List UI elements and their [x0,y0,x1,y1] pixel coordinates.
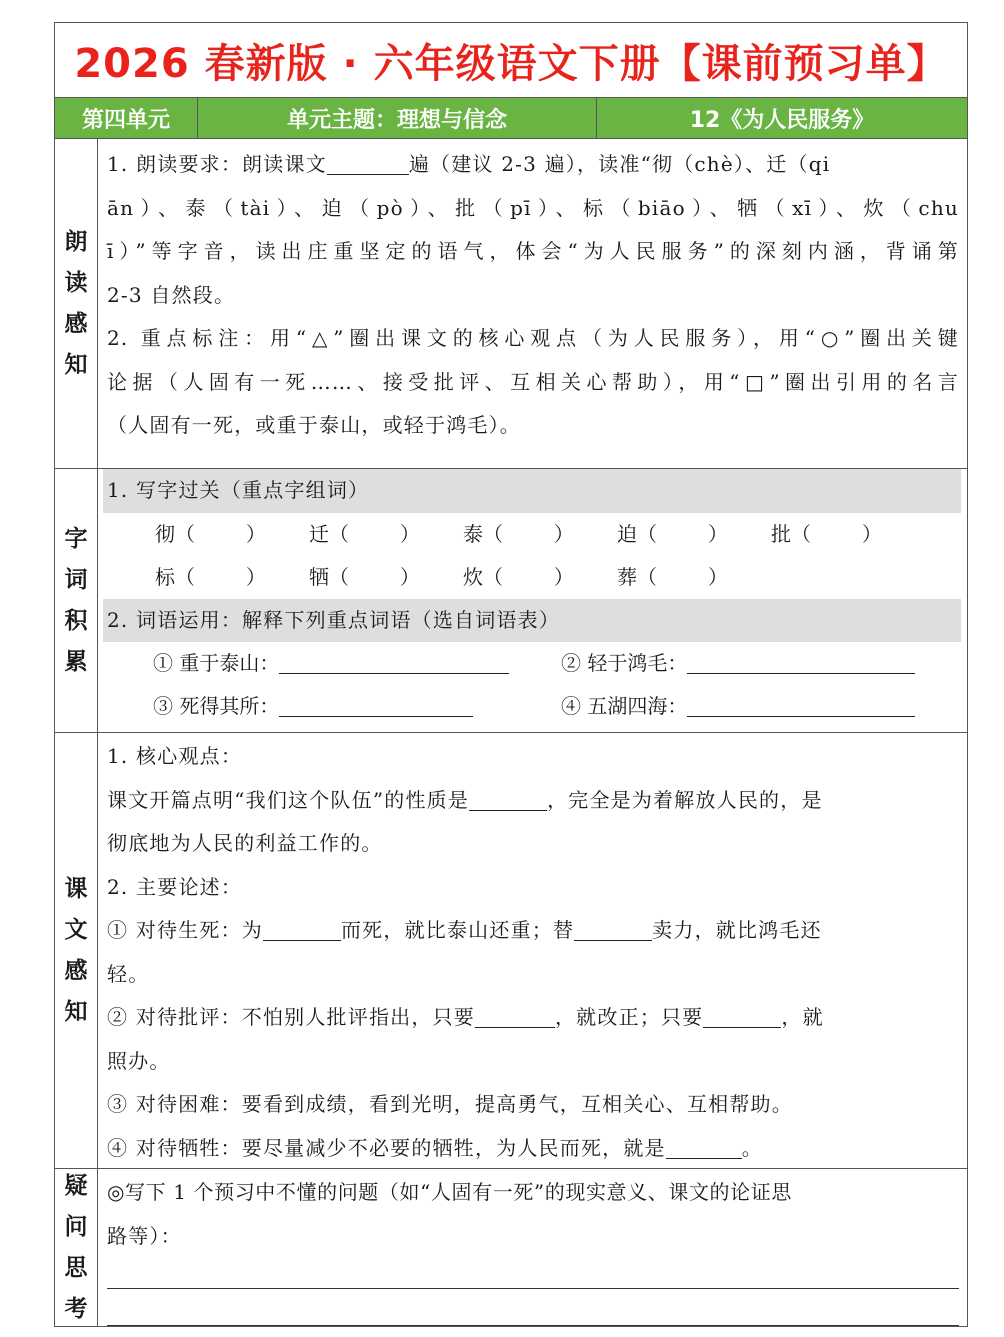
text-line: （人固有一死，或重于泰山，或轻于鸿毛）。 [107,413,521,437]
definition-term: ① 重于泰山： [153,651,280,675]
text-line: 2. 主要论述： [107,874,243,899]
section-words [55,469,967,733]
text-line: ī）”等字音，读出庄重坚定的语气，体会“为人民服务”的深刻内涵，背诵第 [107,239,959,263]
header-theme: 单元主题：理想与信念 [198,98,597,138]
word-item[interactable]: 迫（ ） [617,521,728,546]
word-item[interactable]: 牺（ ） [309,564,420,589]
section-text [55,733,967,1169]
section-label: 朗 读 感 知 [55,139,98,468]
section-body [97,469,967,732]
word-item[interactable]: 标（ ） [155,564,266,589]
section-body [97,1169,967,1326]
text-line: ◎写下 1 个预习中不懂的问题（如“人固有一死”的现实意义、课文的论证思 [107,1180,792,1204]
section-label: 疑 问 思 考 [55,1169,98,1326]
fill-blank[interactable] [666,1134,742,1159]
definition-term: ④ 五湖四海： [561,694,688,718]
fill-blank[interactable] [469,786,547,811]
word-row [107,513,959,556]
fill-blank[interactable] [279,649,509,674]
word-item[interactable]: 葬（ ） [617,564,728,589]
text-line: 课文开篇点明“我们这个队伍”的性质是 ，完全是为着解放人民的，是 [107,787,823,812]
text-line: ③ 对待困难：要看到成绩，看到光明，提高勇气，互相关心、互相帮助。 [107,1092,793,1116]
text-line: 论据（人固有一死……、接受批评、互相关心帮助），用“□”圈出引用的名言 [107,369,959,394]
text-line: 路等）： [107,1223,182,1248]
fill-blank[interactable] [327,150,409,175]
text-line: ān）、泰（tài）、迫（pò）、批（pī）、标（biāo）、牺（xī）、炊（chu [107,195,959,220]
page-title: 2026 春新版 · 六年级语文下册【课前预习单】 [74,40,948,87]
definition-term: ② 轻于鸿毛： [561,651,688,675]
word-item[interactable]: 彻（ ） [155,521,266,546]
header-lesson: 12《为人民服务》 [689,107,875,133]
text-line: ④ 对待牺牲：要尽量减少不必要的牺牲，为人民而死，就是 。 [107,1135,763,1160]
fill-blank[interactable] [475,1003,555,1028]
word-item[interactable]: 炊（ ） [463,564,574,589]
word-row [107,556,959,599]
definition-term: ③ 死得其所： [153,694,280,718]
definition-row [107,642,959,685]
answer-line[interactable] [107,1258,959,1289]
section-body [97,139,967,468]
text-line: ② 对待批评：不怕别人批评指出，只要 ，就改正；只要 ，就 [107,1005,824,1029]
section-body [97,733,967,1168]
task-heading: 2. 词语运用：解释下列重点词语（选自词语表） [103,599,961,643]
text-line: ① 对待生死：为 而死，就比泰山还重；替 卖力，就比鸿毛还 [107,918,822,942]
section-reading [55,139,967,469]
header-bar [55,97,967,139]
fill-blank[interactable] [687,649,915,674]
text-line: 1. 朗读要求：朗读课文 遍（建议 2-3 遍），读准“彻（chè）、迁（qi [107,152,831,176]
section-label: 字 词 积 累 [55,469,98,732]
text-line: 2-3 自然段。 [107,282,236,307]
fill-blank[interactable] [263,916,341,941]
header-unit: 第四单元 [55,98,198,138]
section-label: 课 文 感 知 [55,733,98,1168]
word-item[interactable]: 迁（ ） [309,521,420,546]
fill-blank[interactable] [687,692,915,717]
text-line: 2. 重点标注：用“△”圈出课文的核心观点（为人民服务），用“○”圈出关键 [107,326,959,350]
task-heading: 1. 写字过关（重点字组词） [103,469,961,513]
worksheet [54,22,968,1327]
definition-row [107,685,959,728]
text-line: 彻底地为人民的利益工作的。 [107,831,383,855]
text-line: 照办。 [107,1048,171,1073]
fill-blank[interactable] [574,916,652,941]
text-line: 轻。 [107,961,150,986]
word-item[interactable]: 批（ ） [771,521,882,546]
word-item[interactable]: 泰（ ） [463,521,574,546]
section-question [55,1169,967,1326]
fill-blank[interactable] [703,1003,781,1028]
text-line: 1. 核心观点： [107,744,243,768]
fill-blank[interactable] [279,692,473,717]
answer-line[interactable] [107,1289,959,1326]
